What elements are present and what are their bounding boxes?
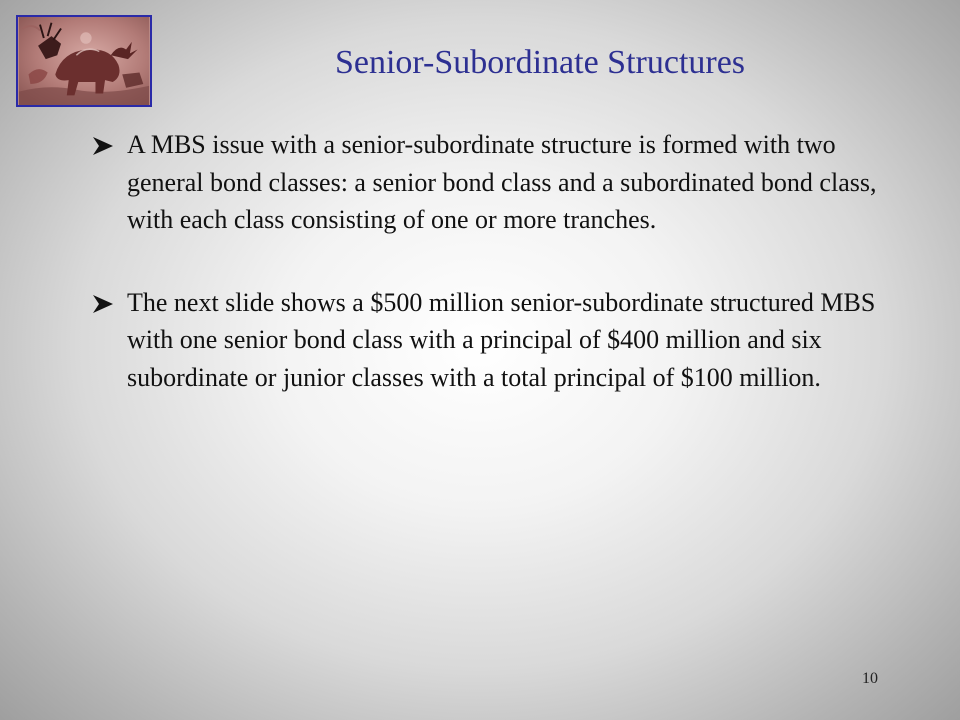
arrowhead-bullet-icon [92, 294, 114, 314]
bullet-item-1 [92, 126, 892, 239]
bull-bear-illustration [18, 17, 150, 105]
bull-bear-logo-image [16, 15, 152, 107]
arrowhead-bullet-icon [92, 136, 114, 156]
bullet-item-2 [92, 284, 892, 397]
bullet-list [92, 126, 892, 396]
slide-title: Senior-Subordinate Structures [334, 44, 746, 81]
page-number: 10 [862, 670, 878, 687]
bullet-text-1: A MBS issue with a senior-subordinate structure is formed with two general bond classes: a senior bond class and a subordinated bond class, with each class consisting of one or more tranches. [127, 130, 877, 234]
bullet-text-2: The next slide shows a $500 million senior-subordinate structured MBS with one senior bond class with a principal of $400 million and six subordinate or junior classes with a total principal of $100 million. [127, 287, 876, 392]
